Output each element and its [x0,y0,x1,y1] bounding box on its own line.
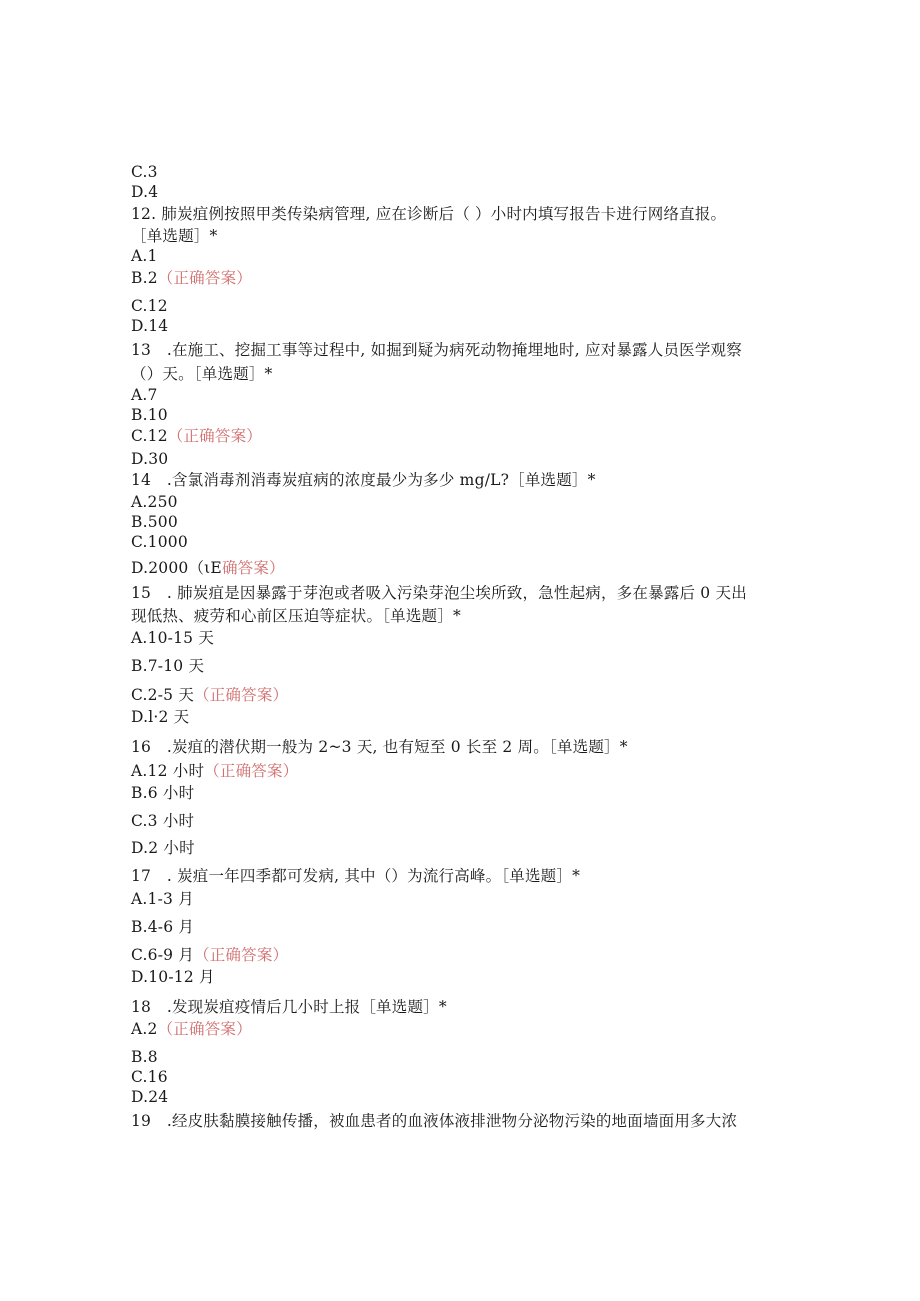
option-line-correct: C.12（正确答案） [131,427,262,445]
option-line: C.3 [131,163,158,181]
option-line: D.10-12 月 [131,968,215,986]
option-line-correct: B.2（正确答案） [131,269,252,287]
question-15-text-cont: 现低热、疲劳和心前区压迫等症状。［单选题］* [131,607,461,625]
option-line: C.12 [131,297,168,315]
question-14-text: 14 .含氯消毒剂消毒炭疽病的浓度最少为多少 mg/L?［单选题］* [131,471,596,489]
correct-answer-mark: （正确答案） [194,946,289,964]
option-line: A.250 [131,493,178,511]
question-18-text: 18 .发现炭疽疫情后几小时上报［单选题］* [131,998,447,1016]
option-line: B.500 [131,513,178,531]
question-type-label: ［单选题］* [131,227,218,245]
question-13-text: 13 .在施工、挖掘工事等过程中, 如掘到疑为病死动物掩埋地时, 应对暴露人员医学观察 [131,341,742,359]
question-15-text: 15 . 肺炭疽是因暴露于芽泡或者吸入污染芽泡尘埃所致，急性起病，多在暴露后 0 天出 [131,584,747,602]
option-line: B.6 小时 [131,784,195,802]
option-line: A.10-15 天 [131,629,215,647]
correct-answer-mark: （正确答案） [157,1020,252,1038]
option-line-correct: D.2000（ιE确答案） [131,559,285,577]
option-line: C.3 小时 [131,812,195,830]
option-line: A.7 [131,386,158,404]
question-12-text: 12. 肺炭疽例按照甲类传染病管理, 应在诊断后（ ）小时内填写报告卡进行网络直报。 [131,205,727,223]
option-line: D.14 [131,317,169,335]
option-line: D.2 小时 [131,839,195,857]
option-line-correct: A.12 小时（正确答案） [131,762,299,780]
correct-answer-mark: 确答案） [221,559,285,577]
option-line: B.4-6 月 [131,918,195,936]
option-line: D.4 [131,183,159,201]
correct-answer-mark: （正确答案） [157,269,252,287]
option-line-correct: C.6-9 月（正确答案） [131,946,289,964]
option-line: D.24 [131,1088,169,1106]
option-line: C.1000 [131,533,188,551]
correct-answer-mark: （正确答案） [167,427,262,445]
option-line: A.1-3 月 [131,890,194,908]
option-line: A.1 [131,247,158,265]
option-line: B.10 [131,406,168,424]
option-line-correct: C.2-5 天（正确答案） [131,686,289,704]
option-line: C.16 [131,1068,168,1086]
option-line: D.30 [131,450,169,468]
question-16-text: 16 .炭疽的潜伏期一般为 2~3 天, 也有短至 0 长至 2 周。［单选题］* [131,738,628,756]
option-line-correct: A.2（正确答案） [131,1020,252,1038]
correct-answer-mark: （正确答案） [194,686,289,704]
question-19-text: 19 .经皮肤黏膜接触传播，被血患者的血液体液排泄物分泌物污染的地面墙面用多大浓 [131,1112,738,1130]
question-17-text: 17 . 炭疽一年四季都可发病, 其中（）为流行高峰。［单选题］* [131,867,581,885]
option-line: B.8 [131,1048,158,1066]
correct-answer-mark: （正确答案） [204,762,299,780]
option-line: B.7-10 天 [131,657,205,675]
option-line: D.l·2 天 [131,708,190,726]
question-13-text-cont: （）天。［单选题］* [131,365,273,383]
